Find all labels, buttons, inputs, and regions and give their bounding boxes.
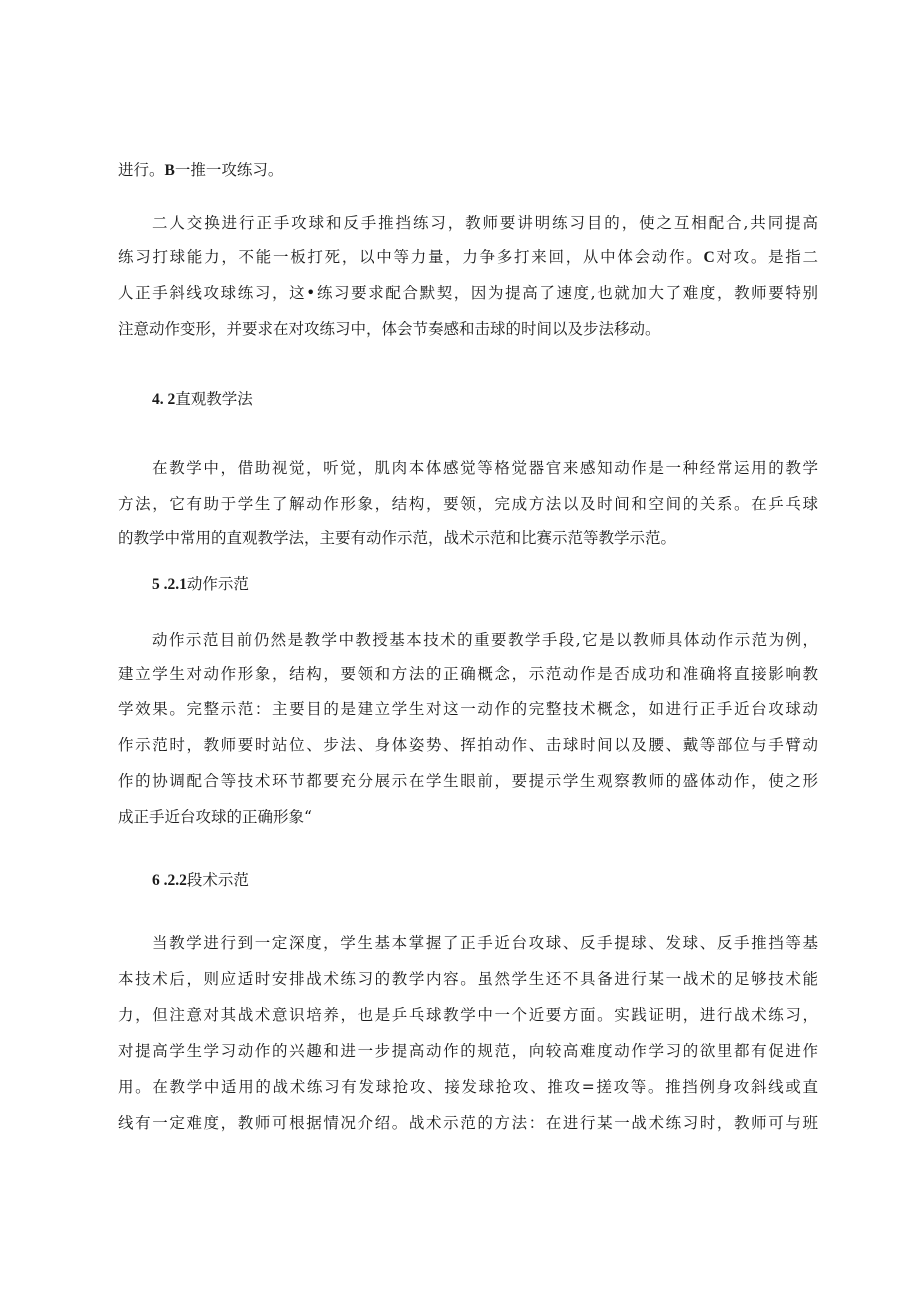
paragraph-line: 本技术后，则应适时安排战术练习的教学内容。虽然学生还不具备进行某一战术的足够技术能 [118, 970, 818, 988]
paragraph-line: 注意动作变形，并要求在对攻练习中，体会节奏感和击球的时间以及步法移动。 [118, 320, 661, 338]
paragraph-line: 的教学中常用的直观教学法，主要有动作示范，战术示范和比赛示范等教学示范。 [118, 529, 677, 547]
paragraph-line: 用。在教学中适用的战术练习有发球抢攻、接发球抢攻、推攻=搓攻等。推挡例身攻斜线或直 [118, 1078, 818, 1096]
paragraph-line: 练习打球能力，不能一板打死，以中等力量，力争多打来回，从中体会动作。C对攻。是指二 [118, 248, 818, 266]
section-heading: 4. 2直观教学法 [152, 390, 253, 408]
paragraph-line: 作的协调配合等技术环节都要充分展示在学生眼前，要提示学生观察教师的盛体动作，使之形 [118, 772, 818, 790]
paragraph-line: 力，但注意对其战术意识培养，也是乒乓球教学中一个近要方面。实践证明，进行战术练习， [118, 1006, 818, 1024]
section-heading: 6 .2.2段术示范 [152, 871, 249, 889]
paragraph-line: 建立学生对动作形象，结构，要领和方法的正确概念，示范动作是否成功和准确将直接影响教 [118, 665, 818, 683]
paragraph-line: 作示范时，教师要时站位、步法、身体姿势、挥拍动作、击球时间以及腰、戴等部位与手臂动 [118, 736, 818, 754]
paragraph-line: 进行。B一推一攻练习。 [118, 161, 284, 179]
paragraph-line: 二人交换进行正手攻球和反手推挡练习，教师要讲明练习目的，使之互相配合,共同提高 [152, 214, 818, 232]
paragraph-line: 当教学进行到一定深度，学生基本掌握了正手近台攻球、反手提球、发球、反手推挡等基 [152, 934, 818, 952]
paragraph-line: 对提高学生学习动作的兴趣和进一步提高动作的规范，向较高难度动作学习的欲里都有促进作 [118, 1042, 818, 1060]
section-heading: 5 .2.1动作示范 [152, 575, 249, 593]
paragraph-line: 学效果。完整示范：主要目的是建立学生对这一动作的完整技术概念，如进行正手近台攻球动 [118, 700, 818, 718]
paragraph-line: 成正手近台攻球的正确形象“ [118, 808, 312, 826]
paragraph-line: 在教学中，借助视觉，听觉，肌肉本体感觉等格觉器官来感知动作是一种经常运用的教学 [152, 459, 818, 477]
paragraph-line: 动作示范目前仍然是教学中教授基本技术的重要教学手段,它是以教师具体动作示范为例， [152, 631, 818, 649]
paragraph-line: 人正手斜线攻球练习，这•练习要求配合默契，因为提高了速度,也就加大了难度，教师要特别 [118, 284, 818, 302]
paragraph-line: 方法，它有助于学生了解动作形象，结构，要领，完成方法以及时间和空间的关系。在乒乓球 [118, 495, 818, 513]
paragraph-line: 线有一定难度，教师可根据情况介绍。战术示范的方法：在进行某一战术练习时，教师可与班 [118, 1114, 818, 1132]
